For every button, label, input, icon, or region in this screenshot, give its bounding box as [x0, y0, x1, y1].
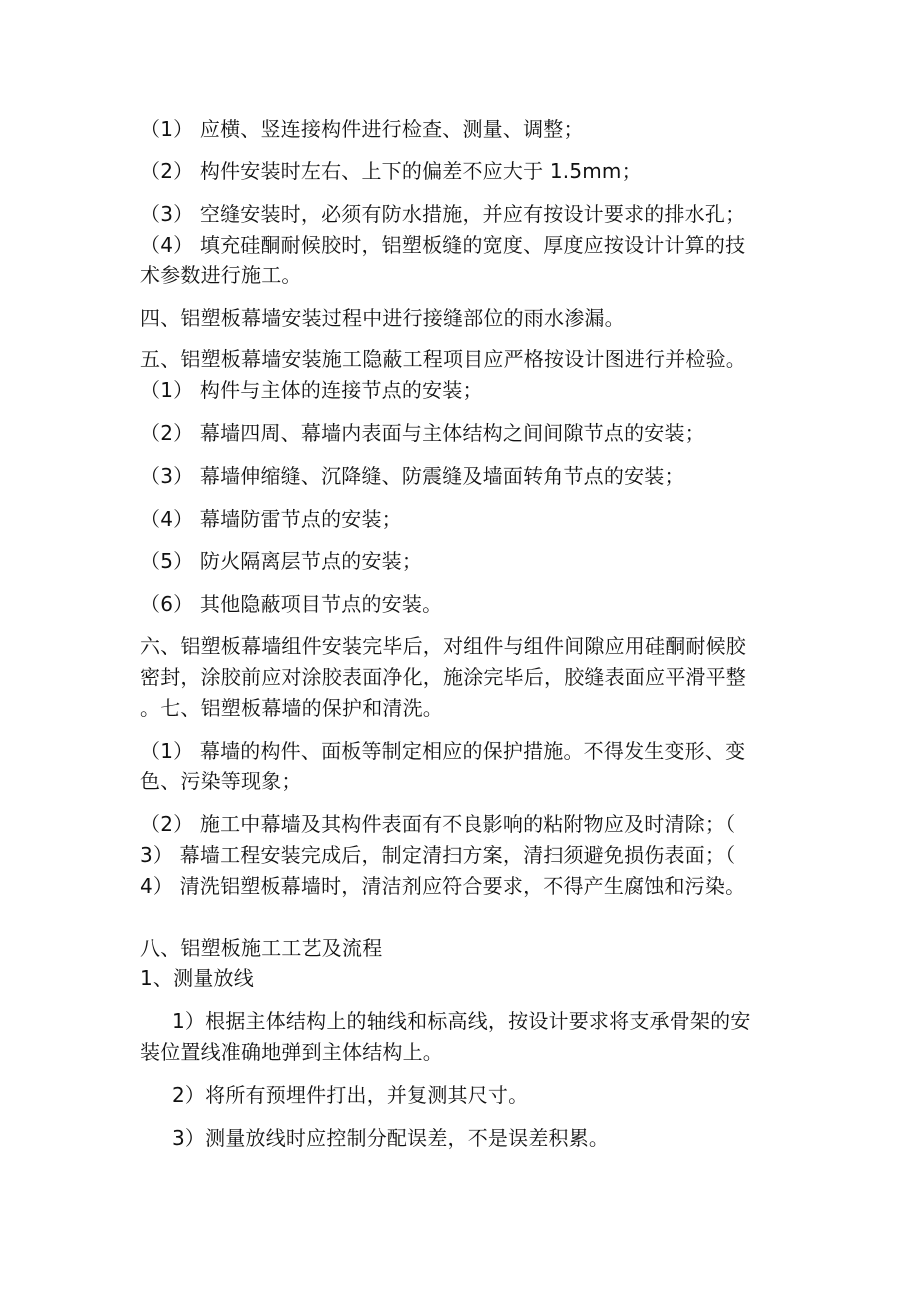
text-line: （1） 构件与主体的连接节点的安装；: [140, 378, 483, 402]
text-line: 3） 幕墙工程安装完成后，制定清扫方案，清扫须避免损伤表面；（: [140, 843, 736, 867]
text-line: （2） 幕墙四周、幕墙内表面与主体结构之间间隙节点的安装；: [140, 421, 705, 445]
subsection-heading: 1、测量放线: [140, 966, 254, 990]
text-line: （6） 其他隐蔽项目节点的安装。: [140, 592, 443, 616]
text-line: （2） 施工中幕墙及其构件表面有不良影响的粘附物应及时清除；（: [140, 812, 736, 836]
text-line: 2）将所有预埋件打出，并复测其尺寸。: [172, 1083, 529, 1107]
text-line: （3） 空缝安装时，必须有防水措施，并应有按设计要求的排水孔；: [140, 202, 746, 226]
text-line: （2） 构件安装时左右、上下的偏差不应大于 1.5mm；: [140, 159, 642, 183]
text-line: 装位置线准确地弹到主体结构上。: [140, 1040, 443, 1064]
text-line: （5） 防火隔离层节点的安装；: [140, 549, 423, 573]
text-line: 。七、铝塑板幕墙的保护和清洗。: [140, 696, 443, 720]
text-line: 色、污染等现象；: [140, 769, 302, 793]
text-line: 1）根据主体结构上的轴线和标高线，按设计要求将支承骨架的安: [172, 1009, 751, 1033]
text-line: （4） 填充硅酮耐候胶时，铝塑板缝的宽度、厚度应按设计计算的技: [140, 233, 746, 257]
section-heading: 四、铝塑板幕墙安装过程中进行接缝部位的雨水渗漏。: [140, 306, 625, 330]
text-line: （1） 幕墙的构件、面板等制定相应的保护措施。不得发生变形、变: [140, 739, 746, 763]
text-line: 3）测量放线时应控制分配误差，不是误差积累。: [172, 1126, 610, 1150]
section-heading: 八、铝塑板施工工艺及流程: [140, 936, 383, 960]
text-line: 术参数进行施工。: [140, 263, 302, 287]
text-line: （3） 幕墙伸缩缝、沉降缝、防震缝及墙面转角节点的安装；: [140, 464, 685, 488]
text-line: （1） 应横、竖连接构件进行检查、测量、调整；: [140, 117, 584, 141]
text-line: 密封，涂胶前应对涂胶表面净化，施涂完毕后，胶缝表面应平滑平整: [140, 665, 746, 689]
text-line: 4） 清洗铝塑板幕墙时，清洁剂应符合要求，不得产生腐蚀和污染。: [140, 874, 746, 898]
section-heading: 六、铝塑板幕墙组件安装完毕后，对组件与组件间隙应用硅酮耐候胶: [140, 634, 746, 658]
text-line: （4） 幕墙防雷节点的安装；: [140, 507, 402, 531]
section-heading: 五、铝塑板幕墙安装施工隐蔽工程项目应严格按设计图进行并检验。: [140, 347, 746, 371]
